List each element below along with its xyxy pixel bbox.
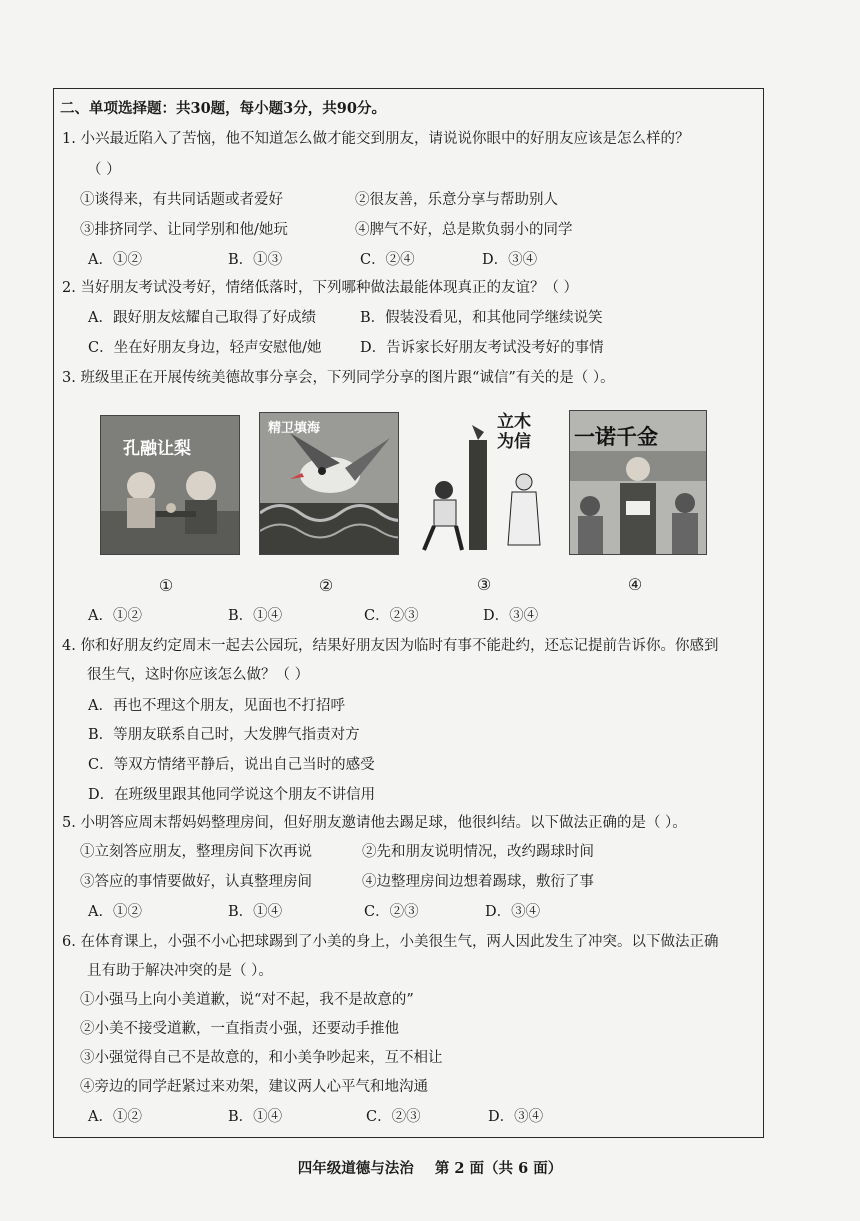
q5-item-4: ④边整理房间边想着踢球，敷衍了事 [362, 874, 594, 890]
yinuo-image [569, 410, 707, 555]
q4-option-a[interactable]: A．再也不理这个朋友，见面也不打招呼 [88, 698, 345, 714]
caption-1: ① [158, 576, 174, 595]
footer-subject: 四年级道德与法治 [297, 1160, 414, 1177]
q1-item-2: ②很友善，乐意分享与帮助别人 [355, 192, 558, 208]
q4-stem-line1: 4. 你和好朋友约定周末一起去公园玩，结果好朋友因为临时有事不能赴约，还忘记提前告诉你。你感到 [62, 638, 719, 654]
q2-option-c[interactable]: C．坐在好朋友身边，轻声安慰他/她 [88, 340, 322, 356]
q6-stem-line1: 6. 在体育课上，小强不小心把球踢到了小美的身上，小美很生气，两人因此发生了冲突。以下做法正确 [62, 934, 719, 950]
caption-3: ③ [476, 575, 492, 594]
jingwei-title: 精卫填海 [268, 421, 321, 436]
q5-option-b[interactable]: B．①④ [228, 904, 283, 920]
q3-stem: 3. 班级里正在开展传统美德故事分享会，下列同学分享的图片跟“诚信”有关的是（ ）。 [62, 370, 615, 386]
q5-stem: 5. 小明答应周末帮妈妈整理房间，但好朋友邀请他去踢足球，他很纠结。以下做法正确的是（ ）。 [62, 815, 687, 831]
q6-stem-line2: 且有助于解决冲突的是（ ）。 [87, 963, 273, 979]
q1-stem: 1. 小兴最近陷入了苦恼，他不知道怎么做才能交到朋友，请说说你眼中的好朋友应该是怎么样的？ [62, 131, 690, 147]
footer-page-number: 第 2 面（共 6 面） [434, 1160, 563, 1177]
q1-item-3: ③排挤同学、让同学别和他/她玩 [80, 222, 288, 238]
q3-option-d[interactable]: D．③④ [483, 608, 539, 624]
limu-image [414, 410, 554, 553]
q3-option-c[interactable]: C．②③ [364, 608, 419, 624]
q6-option-b[interactable]: B．①④ [228, 1109, 283, 1125]
yinuo-title: 一诺千金 [574, 425, 658, 449]
q5-item-2: ②先和朋友说明情况，改约踢球时间 [362, 844, 594, 860]
q1-blank: （ ） [87, 162, 121, 178]
section-title: 二、单项选择题：共30题，每小题3分，共90分。 [60, 100, 386, 117]
q6-option-d[interactable]: D．③④ [488, 1109, 544, 1125]
q6-item-1: ①小强马上向小美道歉，说“对不起，我不是故意的” [80, 992, 414, 1008]
q2-option-d[interactable]: D．告诉家长好朋友考试没考好的事情 [360, 340, 604, 356]
q6-item-2: ②小美不接受道歉，一直指责小强，还要动手推他 [80, 1021, 399, 1037]
caption-4: ④ [627, 575, 643, 594]
q1-option-b[interactable]: B．①③ [228, 252, 283, 268]
q6-option-a[interactable]: A．①② [88, 1109, 142, 1125]
q2-stem: 2. 当好朋友考试没考好，情绪低落时，下列哪种做法最能体现真正的友谊？（ ） [62, 280, 579, 296]
kongrong-image [100, 415, 240, 555]
q6-item-3: ③小强觉得自己不是故意的，和小美争吵起来，互不相让 [80, 1050, 443, 1066]
kongrong-title: 孔融让梨 [123, 439, 191, 459]
q5-option-c[interactable]: C．②③ [364, 904, 419, 920]
jingwei-image [259, 412, 399, 555]
q2-option-b[interactable]: B．假装没看见，和其他同学继续说笑 [360, 310, 603, 326]
q6-item-4: ④旁边的同学赶紧过来劝架，建议两人心平气和地沟通 [80, 1079, 428, 1095]
q1-option-a[interactable]: A．①② [88, 252, 142, 268]
q4-option-d[interactable]: D．在班级里跟其他同学说这个朋友不讲信用 [88, 787, 376, 803]
page-footer [0, 1157, 860, 1178]
q1-option-c[interactable]: C．②④ [360, 252, 415, 268]
q4-option-c[interactable]: C．等双方情绪平静后，说出自己当时的感受 [88, 757, 375, 773]
q4-stem-line2: 很生气，这时你应该怎么做？（ ） [87, 667, 310, 683]
q6-option-c[interactable]: C．②③ [366, 1109, 421, 1125]
q5-option-a[interactable]: A．①② [88, 904, 142, 920]
limu-title: 立木为信 [497, 412, 531, 452]
q1-item-1: ①谈得来，有共同话题或者爱好 [80, 192, 283, 208]
q5-item-1: ①立刻答应朋友，整理房间下次再说 [80, 844, 312, 860]
q4-option-b[interactable]: B．等朋友联系自己时，大发脾气指责对方 [88, 727, 360, 743]
q1-item-4: ④脾气不好，总是欺负弱小的同学 [355, 222, 573, 238]
q2-option-a[interactable]: A．跟好朋友炫耀自己取得了好成绩 [88, 310, 316, 326]
q1-option-d[interactable]: D．③④ [482, 252, 538, 268]
caption-2: ② [318, 576, 334, 595]
q3-option-b[interactable]: B．①④ [228, 608, 283, 624]
q5-option-d[interactable]: D．③④ [485, 904, 541, 920]
q5-item-3: ③答应的事情要做好，认真整理房间 [80, 874, 312, 890]
q3-option-a[interactable]: A．①② [88, 608, 142, 624]
